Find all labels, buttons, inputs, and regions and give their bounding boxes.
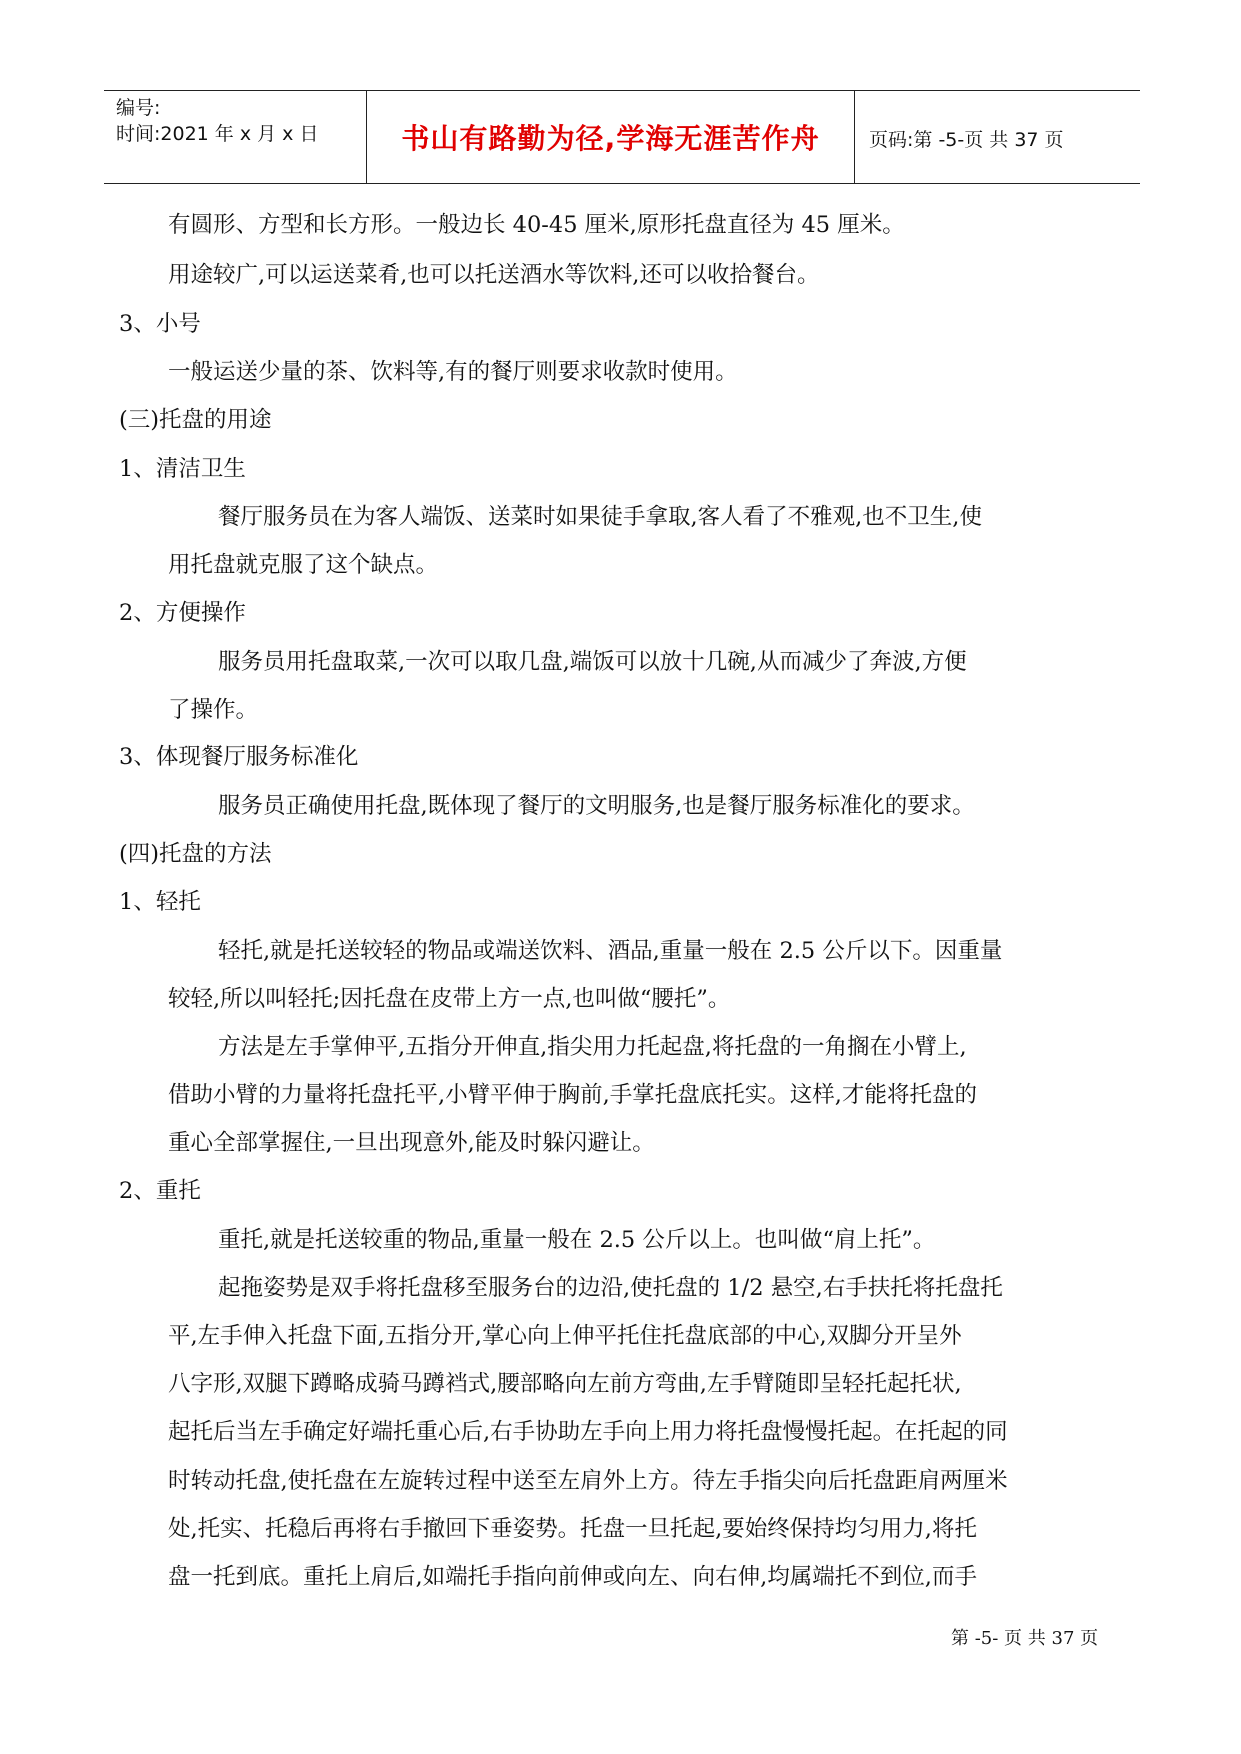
section-heading: 3、体现餐厅服务标准化 bbox=[119, 744, 359, 770]
body-line: 餐厅服务员在为客人端饭、送菜时如果徒手拿取,客人看了不雅观,也不卫生,使 bbox=[218, 504, 982, 530]
body-line: 方法是左手掌伸平,五指分开伸直,指尖用力托起盘,将托盘的一角搁在小臂上, bbox=[218, 1034, 967, 1060]
body-line: 重托,就是托送较重的物品,重量一般在 2.5 公斤以上。也叫做“肩上托”。 bbox=[218, 1227, 936, 1253]
body-line: 较轻,所以叫轻托;因托盘在皮带上方一点,也叫做“腰托”。 bbox=[168, 986, 731, 1012]
section-heading: 1、清洁卫生 bbox=[119, 456, 246, 482]
section-heading: 2、方便操作 bbox=[119, 600, 246, 626]
document-header bbox=[104, 90, 1140, 184]
body-line: 用托盘就克服了这个缺点。 bbox=[168, 552, 439, 578]
body-line: 有圆形、方型和长方形。一般边长 40-45 厘米,原形托盘直径为 45 厘米。 bbox=[168, 212, 905, 238]
header-page-info: 页码:第 -5-页 共 37 页 bbox=[869, 129, 1064, 151]
document-number-label: 编号: bbox=[116, 97, 161, 119]
header-motto: 书山有路勤为径,学海无涯苦作舟 bbox=[401, 122, 820, 155]
body-line: 盘一托到底。重托上肩后,如端托手指向前伸或向左、向右伸,均属端托不到位,而手 bbox=[168, 1564, 977, 1590]
section-heading: 3、小号 bbox=[119, 311, 201, 337]
section-heading: 2、重托 bbox=[119, 1178, 201, 1204]
header-page-cell bbox=[855, 91, 1140, 183]
body-line: 八字形,双腿下蹲略成骑马蹲裆式,腰部略向左前方弯曲,左手臂随即呈轻托起托状, bbox=[168, 1371, 962, 1397]
header-meta-cell bbox=[104, 91, 367, 183]
body-line: 时转动托盘,使托盘在左旋转过程中送至左肩外上方。待左手指尖向后托盘距肩两厘米 bbox=[168, 1468, 1008, 1494]
section-heading: (四)托盘的方法 bbox=[119, 841, 272, 867]
body-line: 起拖姿势是双手将托盘移至服务台的边沿,使托盘的 1/2 悬空,右手扶托将托盘托 bbox=[218, 1275, 1003, 1301]
body-line: 平,左手伸入托盘下面,五指分开,掌心向上伸平托住托盘底部的中心,双脚分开呈外 bbox=[168, 1323, 962, 1349]
body-line: 用途较广,可以运送菜肴,也可以托送酒水等饮料,还可以收拾餐台。 bbox=[168, 262, 820, 288]
document-time-label: 时间:2021 年 x 月 x 日 bbox=[116, 123, 319, 145]
body-line: 处,托实、托稳后再将右手撤回下垂姿势。托盘一旦托起,要始终保持均匀用力,将托 bbox=[168, 1516, 977, 1542]
header-motto-cell bbox=[367, 91, 855, 183]
body-line: 起托后当左手确定好端托重心后,右手协助左手向上用力将托盘慢慢托起。在托起的同 bbox=[168, 1419, 1008, 1445]
body-line: 了操作。 bbox=[168, 697, 259, 723]
body-line: 重心全部掌握住,一旦出现意外,能及时躲闪避让。 bbox=[168, 1130, 655, 1156]
body-line: 服务员正确使用托盘,既体现了餐厅的文明服务,也是餐厅服务标准化的要求。 bbox=[218, 793, 975, 819]
body-line: 轻托,就是托送较轻的物品或端送饮料、酒品,重量一般在 2.5 公斤以下。因重量 bbox=[218, 938, 1003, 964]
body-line: 服务员用托盘取菜,一次可以取几盘,端饭可以放十几碗,从而减少了奔波,方便 bbox=[218, 649, 967, 675]
section-heading: (三)托盘的用途 bbox=[119, 407, 272, 433]
body-line: 借助小臂的力量将托盘托平,小臂平伸于胸前,手掌托盘底托实。这样,才能将托盘的 bbox=[168, 1082, 977, 1108]
page-footer: 第 -5- 页 共 37 页 bbox=[951, 1628, 1099, 1649]
section-heading: 1、轻托 bbox=[119, 889, 201, 915]
body-line: 一般运送少量的茶、饮料等,有的餐厅则要求收款时使用。 bbox=[168, 359, 738, 385]
